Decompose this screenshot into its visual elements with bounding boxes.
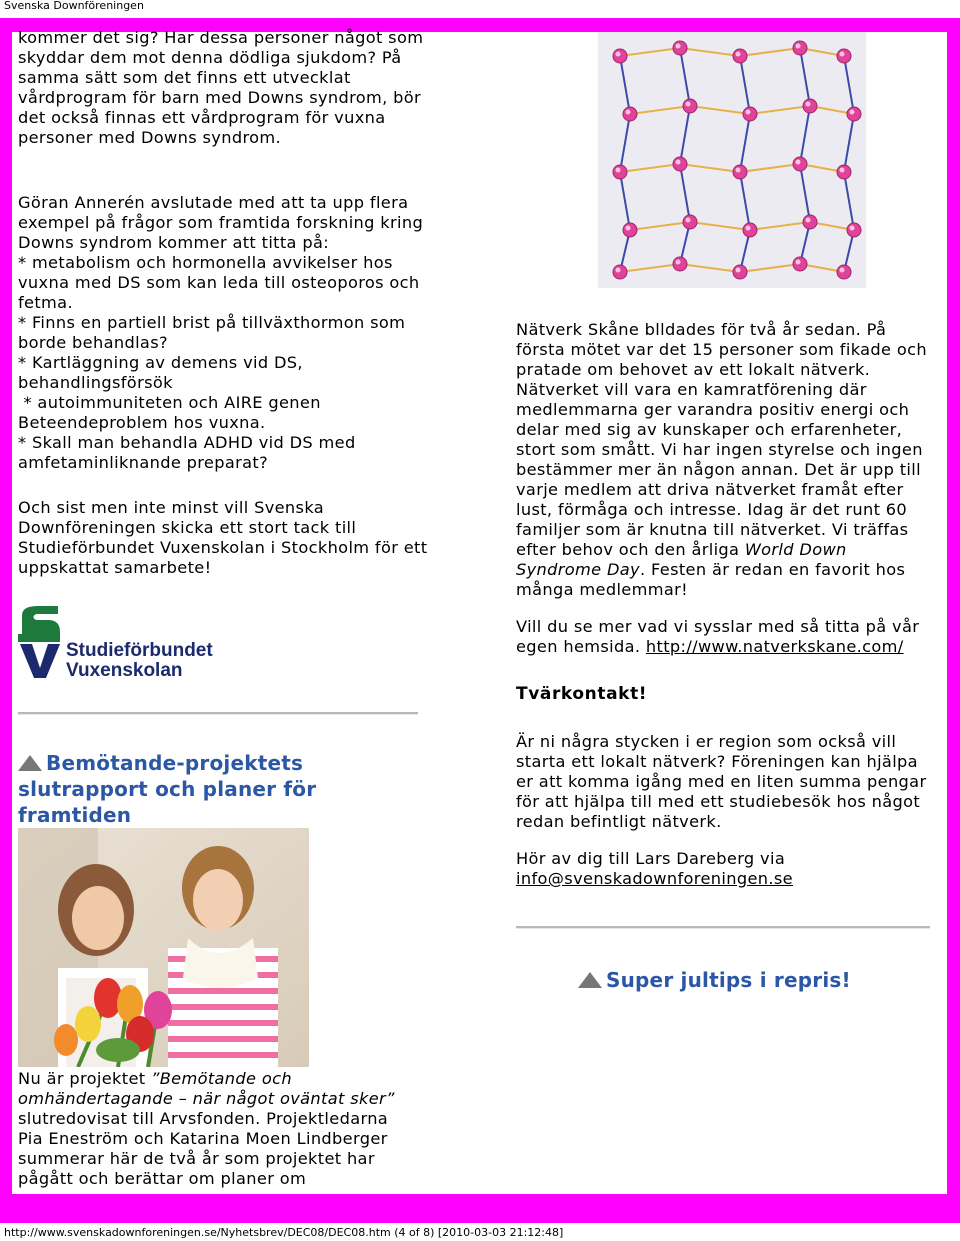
network-illustration <box>598 32 866 288</box>
up-triangle-icon <box>18 755 42 771</box>
network-node <box>847 107 861 121</box>
footer-url: http://www.svenskadownforeningen.se/Nyhetsbrev/DEC08/DEC08.htm (4 of 8) [2010-03-03 21:12:48] <box>4 1226 564 1239</box>
site-title: Svenska Downföreningen <box>4 0 144 12</box>
thanks-paragraph: Och sist men inte minst vill Svenska Downföreningen skicka ett stort tack till Studieförbundet Vuxenskolan i Stockholm för ett uppskattat samarbete! <box>18 498 428 577</box>
logo-text-line1: Studieförbundet <box>66 640 213 661</box>
bemotande-heading[interactable]: Bemötande-projektets slutrapport och planer för framtiden <box>18 751 317 827</box>
network-node-highlight <box>840 268 845 273</box>
network-node <box>743 107 757 121</box>
research-line: * Skall man behandla ADHD vid DS med amfetaminliknande preparat? <box>18 433 356 472</box>
network-node <box>623 107 637 121</box>
photo-two-women <box>18 828 309 1067</box>
network-node <box>673 257 687 271</box>
network-node <box>623 223 637 237</box>
research-line: * Finns en partiell brist på tillväxthormon som borde behandlas? <box>18 313 406 352</box>
network-node-highlight <box>796 160 801 165</box>
network-node <box>613 165 627 179</box>
network-node <box>793 41 807 55</box>
network-node-highlight <box>676 260 681 265</box>
network-node-highlight <box>806 102 811 107</box>
network-node-highlight <box>850 226 855 231</box>
tvarkontakt-paragraph: Är ni några stycken i er region som också vill starta ett lokalt nätverk? Föreningen kan hjälpa er att komma igång med en liten summa pengar för att hjälpa till med ett studiebesök hos något redan befintligt nätverk. <box>516 732 927 831</box>
network-node-highlight <box>616 268 621 273</box>
email-link[interactable]: info@svenskadownforeningen.se <box>516 869 793 888</box>
browser-header <box>0 0 960 18</box>
logo-text-line2: Vuxenskolan <box>66 660 183 681</box>
network-node-highlight <box>676 160 681 165</box>
network-node <box>743 223 757 237</box>
network-node-highlight <box>796 44 801 49</box>
divider <box>18 712 418 715</box>
network-node-highlight <box>626 110 631 115</box>
network-node <box>733 265 747 279</box>
network-node-highlight <box>736 168 741 173</box>
network-node-highlight <box>676 44 681 49</box>
network-node <box>673 41 687 55</box>
network-node-highlight <box>746 226 751 231</box>
network-node <box>837 49 851 63</box>
homepage-paragraph: Vill du se mer vad vi sysslar med så titta på vår egen hemsida. http://www.natverkskane.com/ <box>516 617 920 656</box>
research-line: * Kartläggning av demens vid DS, behandlingsförsök <box>18 353 303 392</box>
natverk-skane-paragraph: Nätverk Skåne blldades för två år sedan. På första mötet var det 15 personer som fikade och pratade om behovet av ett lokalt nätverk. Nätverket vill vara en kamratförening där medlemmarna ger varandra positiv energi och delar med sig av kunskaper och erfarenheter, stort som smått. Vi har ingen styrelse och ingen bestämmer mer än någon annan. Det är upp till varje medlem att driva nätverket framåt efter lust, förmåga och intresse. Idag är det runt 60 familjer som är knutna till nätverket. Vi träffas efter behov och den årliga World Down Syndrome Day. Festen är redan en favorit hos många medlemmar! <box>516 320 927 599</box>
projekt-paragraph: Nu är projektet ”Bemötande och omhändertagande – när något oväntat sker” slutredovisat till Arvsfonden. Projektledarna Pia Eneström och Katarina Moen Lindberger summerar här de två år som projektet har pågått och berättar om planer om <box>18 1069 395 1188</box>
network-node-highlight <box>736 52 741 57</box>
network-node <box>673 157 687 171</box>
network-node-highlight <box>796 260 801 265</box>
research-questions <box>18 193 428 473</box>
up-triangle-icon <box>578 972 602 988</box>
network-node <box>733 165 747 179</box>
tvarkontakt-heading: Tvärkontakt! <box>516 684 648 704</box>
contact-paragraph: Hör av dig till Lars Dareberg via info@svenskadownforeningen.se <box>516 849 793 888</box>
intro-paragraph: kommer det sig? Har dessa personer något som skyddar dem mot denna dödliga sjukdom? På samma sätt som det finns ett utvecklat vårdprogram för barn med Downs syndrom, bör det också finnas ett vårdprogram för vuxna personer med Downs syndrom. <box>18 28 424 147</box>
network-node <box>613 49 627 63</box>
two-women-with-tulips-photo-icon <box>18 828 309 1067</box>
network-node-highlight <box>746 110 751 115</box>
network-node <box>793 157 807 171</box>
network-node-highlight <box>736 268 741 273</box>
research-line: * metabolism och hormonella avvikelser hos vuxna med DS som kan leda till osteoporos och fetma. <box>18 253 420 312</box>
network-node-highlight <box>850 110 855 115</box>
network-node-highlight <box>686 218 691 223</box>
network-node <box>683 215 697 229</box>
network-node <box>837 165 851 179</box>
network-node-highlight <box>626 226 631 231</box>
network-node-highlight <box>686 102 691 107</box>
jultips-heading[interactable]: Super jultips i repris! <box>578 967 918 993</box>
network-node <box>803 99 817 113</box>
network-node <box>613 265 627 279</box>
network-node <box>733 49 747 63</box>
network-molecule-illustration-icon <box>598 32 866 288</box>
network-node-highlight <box>840 168 845 173</box>
network-node-highlight <box>616 168 621 173</box>
research-line: Göran Annerén avslutade med att ta upp flera exempel på frågor som framtida forskning kring Downs syndrom kommer att titta på: <box>18 193 424 252</box>
network-node-highlight <box>840 52 845 57</box>
network-node-highlight <box>616 52 621 57</box>
research-line: * autoimmuniteten och AIRE genen <box>18 393 321 412</box>
network-node <box>837 265 851 279</box>
network-node <box>683 99 697 113</box>
divider <box>516 926 930 929</box>
natverkskane-link[interactable]: http://www.natverkskane.com/ <box>645 637 904 656</box>
research-line: Beteendeproblem hos vuxna. <box>18 413 266 432</box>
network-node-highlight <box>806 218 811 223</box>
network-node <box>847 223 861 237</box>
sv-logo-icon <box>18 604 258 682</box>
network-node <box>803 215 817 229</box>
studieforbundet-vuxenskolan-logo <box>18 604 258 682</box>
network-node <box>793 257 807 271</box>
